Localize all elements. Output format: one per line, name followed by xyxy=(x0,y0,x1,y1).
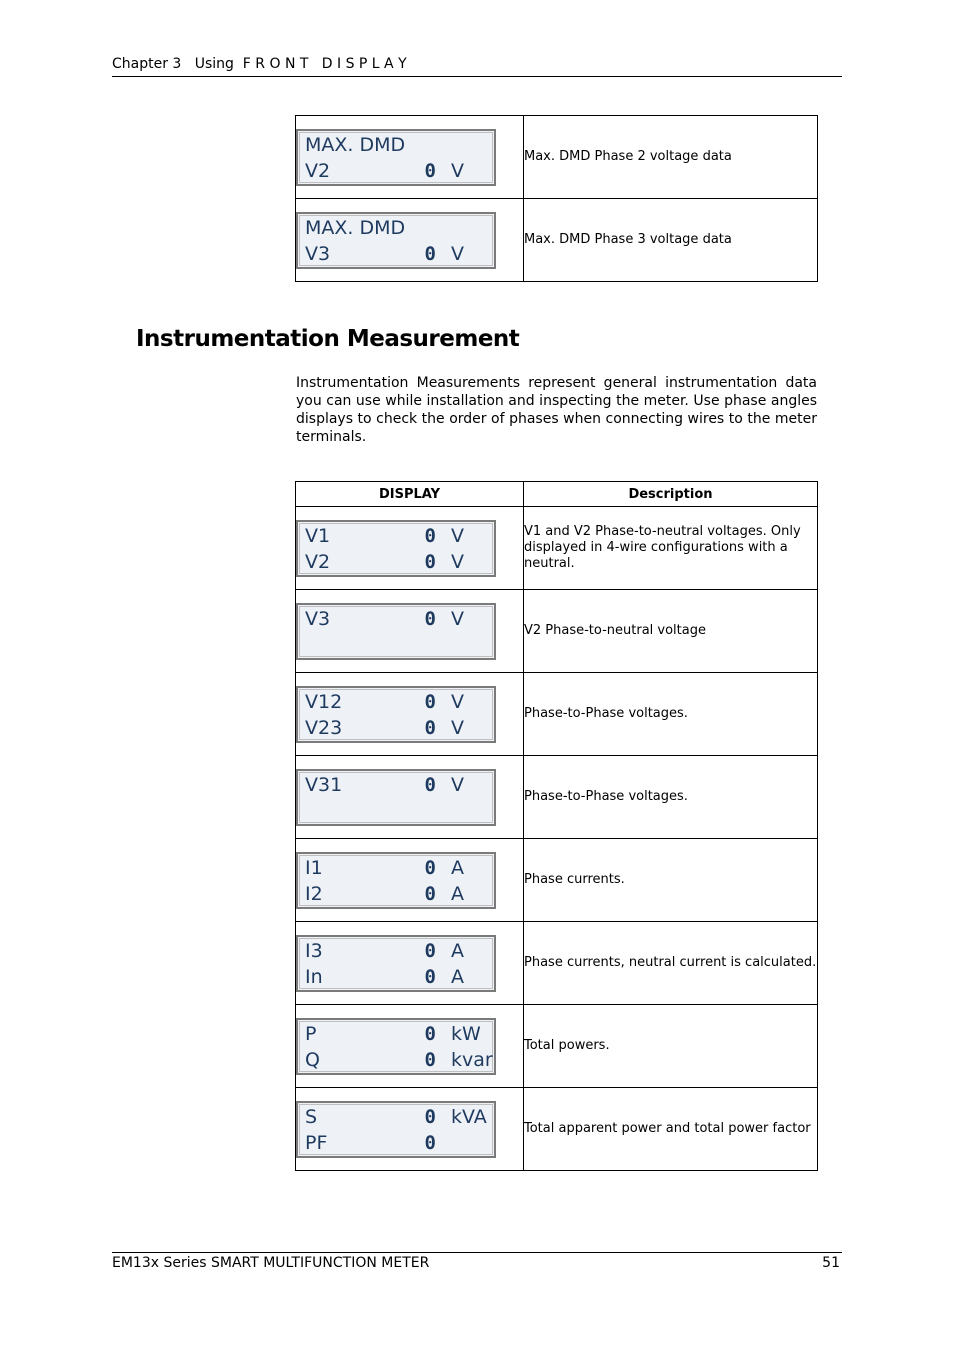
section-title: Instrumentation Measurement xyxy=(136,326,520,352)
page-number: 51 xyxy=(822,1255,840,1271)
lcd-unit: kvar xyxy=(451,1048,493,1071)
lcd-unit: V xyxy=(451,773,464,796)
page-footer xyxy=(112,1252,842,1271)
lcd-unit: V xyxy=(451,716,464,739)
display-cell xyxy=(296,1088,524,1171)
lcd-unit: V xyxy=(451,690,464,713)
table-row xyxy=(296,922,818,1005)
lcd-value: 0 xyxy=(424,524,436,547)
description-cell: Total powers. xyxy=(524,1005,818,1088)
lcd-unit: V xyxy=(451,607,464,630)
lcd-display xyxy=(296,129,496,186)
lcd-label: V2 xyxy=(305,159,331,182)
lcd-unit: V xyxy=(451,242,464,265)
lcd-label: In xyxy=(305,965,323,988)
lcd-label: Q xyxy=(305,1048,320,1071)
display-cell xyxy=(296,590,524,673)
display-cell xyxy=(296,116,524,199)
lcd-display xyxy=(296,520,496,577)
lcd-value: 0 xyxy=(424,965,436,988)
lcd-value: 0 xyxy=(424,856,436,879)
column-header-description: Description xyxy=(524,482,818,507)
lcd-label: MAX. DMD xyxy=(305,216,406,239)
chapter-section: Using F R O N T D I S P L A Y xyxy=(194,56,407,72)
table-row xyxy=(296,673,818,756)
table-row xyxy=(296,839,818,922)
description-cell: Phase-to-Phase voltages. xyxy=(524,756,818,839)
lcd-value: 0 xyxy=(424,882,436,905)
display-cell xyxy=(296,1005,524,1088)
description-cell: Max. DMD Phase 2 voltage data xyxy=(524,116,818,199)
intro-paragraph: Instrumentation Measurements represent general instrumentation data you can use while installation and inspecting the meter. Use phase angles displays to check the order of phases when connecting wires to the meter terminals. xyxy=(296,375,817,445)
lcd-unit: A xyxy=(451,882,464,905)
lcd-label: MAX. DMD xyxy=(305,133,406,156)
lcd-value: 0 xyxy=(424,159,436,182)
display-cell xyxy=(296,199,524,282)
instrumentation-table xyxy=(295,481,818,1171)
description-cell: V2 Phase-to-neutral voltage xyxy=(524,590,818,673)
lcd-unit: A xyxy=(451,939,464,962)
table-header-row xyxy=(296,482,818,507)
lcd-display xyxy=(296,603,496,660)
lcd-display xyxy=(296,1018,496,1075)
display-cell xyxy=(296,922,524,1005)
lcd-label: V12 xyxy=(305,690,343,713)
lcd-label: I1 xyxy=(305,856,323,879)
table-row xyxy=(296,1088,818,1171)
lcd-unit: V xyxy=(451,550,464,573)
lcd-label: P xyxy=(305,1022,317,1045)
description-cell: Phase currents, neutral current is calculated. xyxy=(524,922,818,1005)
lcd-unit: A xyxy=(451,965,464,988)
lcd-value: 0 xyxy=(424,939,436,962)
lcd-unit: kVA xyxy=(451,1105,487,1128)
lcd-label: V1 xyxy=(305,524,331,547)
table-row xyxy=(296,756,818,839)
display-cell xyxy=(296,507,524,590)
lcd-label: V23 xyxy=(305,716,343,739)
lcd-value: 0 xyxy=(424,242,436,265)
lcd-value: 0 xyxy=(424,1022,436,1045)
lcd-label: PF xyxy=(305,1131,328,1154)
lcd-label: I3 xyxy=(305,939,323,962)
lcd-value: 0 xyxy=(424,773,436,796)
description-cell: V1 and V2 Phase-to-neutral voltages. Only displayed in 4-wire configurations with a neutral. xyxy=(524,507,818,590)
max-dmd-table xyxy=(295,115,818,282)
description-cell: Phase currents. xyxy=(524,839,818,922)
lcd-value: 0 xyxy=(424,1105,436,1128)
table-row xyxy=(296,1005,818,1088)
page-header xyxy=(112,56,842,77)
lcd-value: 0 xyxy=(424,607,436,630)
lcd-label: V3 xyxy=(305,242,331,265)
lcd-display xyxy=(296,1101,496,1158)
lcd-display xyxy=(296,769,496,826)
chapter-label: Chapter 3 xyxy=(112,56,182,72)
footer-title: EM13x Series SMART MULTIFUNCTION METER xyxy=(112,1255,430,1271)
table-row xyxy=(296,590,818,673)
table-row xyxy=(296,507,818,590)
lcd-unit: A xyxy=(451,856,464,879)
display-cell xyxy=(296,839,524,922)
display-cell xyxy=(296,756,524,839)
lcd-label: I2 xyxy=(305,882,323,905)
lcd-value: 0 xyxy=(424,550,436,573)
lcd-value: 0 xyxy=(424,1131,436,1154)
lcd-label: V31 xyxy=(305,773,343,796)
lcd-display xyxy=(296,686,496,743)
table-row xyxy=(296,116,818,199)
lcd-label: V2 xyxy=(305,550,331,573)
table-row xyxy=(296,199,818,282)
lcd-unit: V xyxy=(451,524,464,547)
lcd-label: S xyxy=(305,1105,318,1128)
description-cell: Max. DMD Phase 3 voltage data xyxy=(524,199,818,282)
display-cell xyxy=(296,673,524,756)
column-header-display: DISPLAY xyxy=(296,482,524,507)
lcd-display xyxy=(296,935,496,992)
description-cell: Phase-to-Phase voltages. xyxy=(524,673,818,756)
description-cell: Total apparent power and total power factor xyxy=(524,1088,818,1171)
lcd-unit: V xyxy=(451,159,464,182)
lcd-value: 0 xyxy=(424,716,436,739)
lcd-display xyxy=(296,852,496,909)
lcd-unit: kW xyxy=(451,1022,481,1045)
lcd-value: 0 xyxy=(424,690,436,713)
lcd-display xyxy=(296,212,496,269)
lcd-label: V3 xyxy=(305,607,331,630)
lcd-value: 0 xyxy=(424,1048,436,1071)
